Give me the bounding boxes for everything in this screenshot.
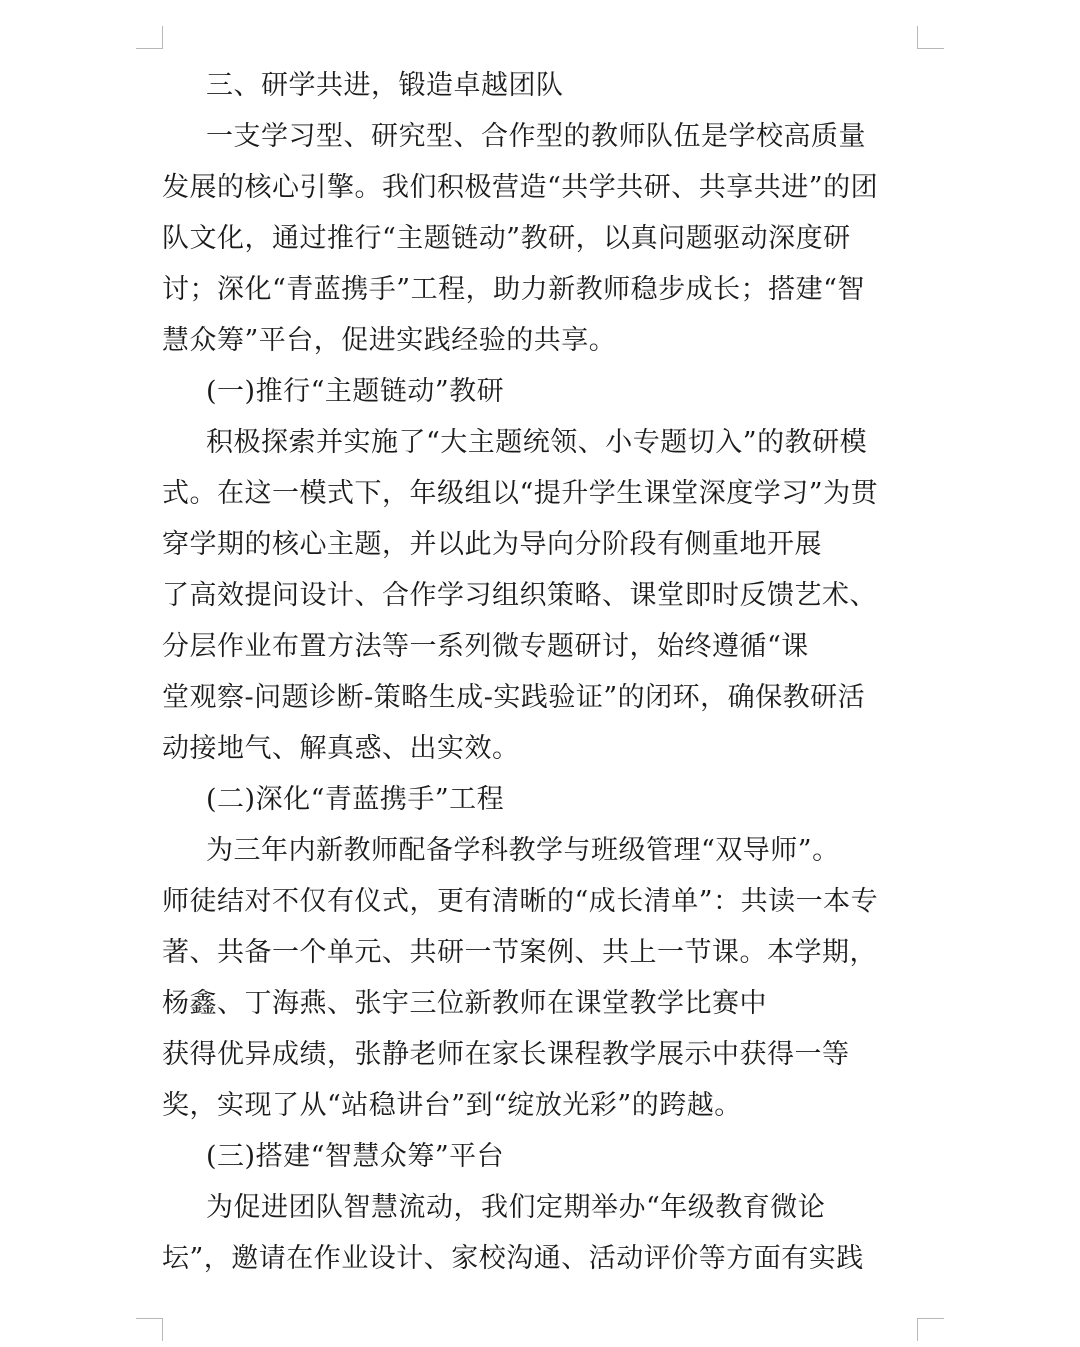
crop-mark-bottom-right bbox=[917, 1318, 944, 1341]
subsection-heading: (二)深化“青蓝携手”工程 bbox=[206, 784, 505, 815]
document-body bbox=[162, 60, 918, 1284]
crop-mark-top-left bbox=[136, 26, 163, 49]
paragraph-line: 讨；深化“青蓝携手”工程，助力新教师稳步成长；搭建“智 bbox=[162, 274, 865, 305]
crop-mark-bottom-left bbox=[136, 1318, 163, 1341]
paragraph-line: 一支学习型、研究型、合作型的教师队伍是学校高质量 bbox=[206, 121, 866, 152]
paragraph-line: 师徒结对不仅有仪式，更有清晰的“成长清单”：共读一本专 bbox=[162, 886, 879, 917]
paragraph-line: 获得优异成绩，张静老师在家长课程教学展示中获得一等 bbox=[162, 1039, 850, 1070]
paragraph-line: 积极探索并实施了“大主题统领、小专题切入”的教研模 bbox=[206, 427, 868, 458]
paragraph-line: 为促进团队智慧流动，我们定期举办“年级教育微论 bbox=[206, 1192, 826, 1223]
paragraph-line: 动接地气、解真惑、出实效。 bbox=[162, 733, 520, 764]
paragraph-line: 了高效提问设计、合作学习组织策略、课堂即时反馈艺术、 bbox=[162, 580, 877, 611]
paragraph-line: 奖，实现了从“站稳讲台”到“绽放光彩”的跨越。 bbox=[162, 1090, 742, 1121]
subsection-heading: (三)搭建“智慧众筹”平台 bbox=[206, 1141, 505, 1172]
crop-mark-top-right bbox=[917, 26, 944, 49]
section-heading: 三、研学共进，锻造卓越团队 bbox=[206, 70, 564, 101]
paragraph-line: 分层作业布置方法等一系列微专题研讨，始终遵循“课 bbox=[162, 631, 809, 662]
paragraph-line: 著、共备一个单元、共研一节案例、共上一节课。本学期， bbox=[162, 937, 877, 968]
paragraph-line: 为三年内新教师配备学科教学与班级管理“双导师”。 bbox=[206, 835, 840, 866]
paragraph-line: 穿学期的核心主题，并以此为导向分阶段有侧重地开展 bbox=[162, 529, 822, 560]
paragraph-line: 式。在这一模式下，年级组以“提升学生课堂深度学习”为贯 bbox=[162, 478, 879, 509]
paragraph-line: 杨鑫、丁海燕、张宇三位新教师在课堂教学比赛中 bbox=[162, 988, 767, 1019]
paragraph-line: 堂观察-问题诊断-策略生成-实践验证”的闭环，确保教研活 bbox=[162, 682, 866, 713]
paragraph-line: 坛”，邀请在作业设计、家校沟通、活动评价等方面有实践 bbox=[162, 1243, 864, 1274]
subsection-heading: (一)推行“主题链动”教研 bbox=[206, 376, 505, 407]
paragraph-line: 队文化，通过推行“主题链动”教研，以真问题驱动深度研 bbox=[162, 223, 851, 254]
paragraph-line: 发展的核心引擎。我们积极营造“共学共研、共享共进”的团 bbox=[162, 172, 879, 203]
paragraph-line: 慧众筹”平台，促进实践经验的共享。 bbox=[162, 325, 617, 356]
